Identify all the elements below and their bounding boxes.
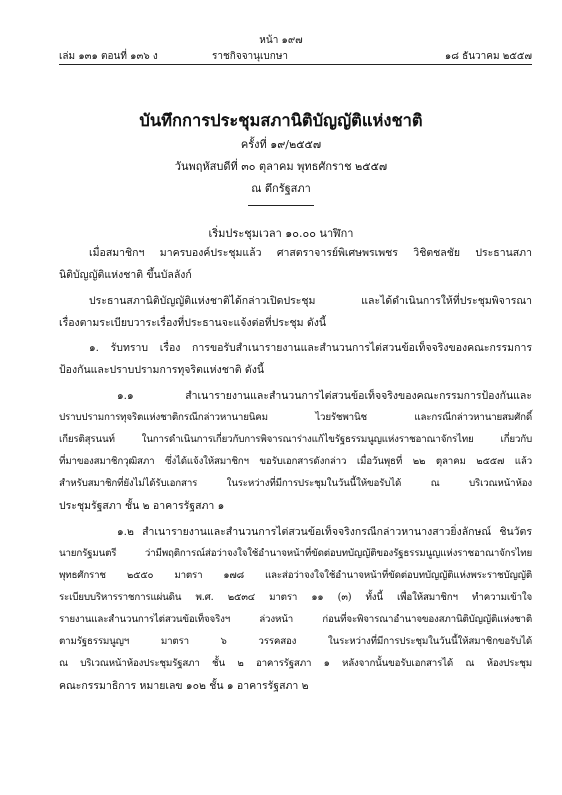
page-number: หน้า ๑๙๗ — [259, 35, 303, 46]
paragraph-line: สำหรับสมาชิกที่ยังไม่ได้รับเอกสาร ในระหว่างที่มีการประชุมในวันนี้ให้ขอรับได้ ณ บริเวณหน้าห้อง — [59, 478, 532, 489]
paragraph-line: ประชุมรัฐสภา ชั้น ๒ อาคารรัฐสภา ๑ — [59, 500, 225, 512]
paragraph-line: รายงานและสำนวนการไต่สวนข้อเท็จจริงฯ ล่วงหน้า ก่อนที่จะพิจารณาอำนาจของสภานิติบัญญัติแห่งชาติ — [59, 614, 532, 625]
header-publication: ราชกิจจานุเบกษา — [212, 51, 289, 62]
paragraph-line: ประธานสภานิติบัญญัติแห่งชาติได้กล่าวเปิดประชุม และได้ดำเนินการให้ที่ประชุมพิจารณา — [89, 295, 532, 307]
paragraph-line: ณ บริเวณหน้าห้องประชุมรัฐสภา ชั้น ๒ อาคารรัฐสภา ๑ หลังจากนั้นขอรับเอกสารได้ ณ ห้องประชุม — [59, 658, 532, 669]
header-volume-issue: เล่ม ๑๓๑ ตอนที่ ๑๓๖ ง — [59, 51, 158, 62]
paragraph-line: เมื่อสมาชิกฯ มาครบองค์ประชุมแล้ว ศาสตราจารย์พิเศษพรเพชร วิชิตชลชัย ประธานสภา — [89, 247, 532, 259]
paragraph-line: ตามรัฐธรรมนูญฯ มาตรา ๖ วรรคสอง ในระหว่างที่มีการประชุมในวันนี้ให้สมาชิกขอรับได้ — [59, 636, 532, 647]
start-time: เริ่มประชุมเวลา ๑๐.๐๐ นาฬิกา — [208, 227, 354, 240]
gazette-header — [59, 49, 532, 63]
paragraph-line: ป้องกันและปราบปรามการทุจริตแห่งชาติ ดังนี้ — [59, 364, 265, 376]
header-divider — [59, 64, 532, 65]
doc-session: ครั้งที่ ๑๙/๒๕๕๗ — [240, 138, 322, 151]
paragraph-line: นิติบัญญัติแห่งชาติ ขึ้นบัลลังก์ — [59, 269, 192, 281]
paragraph-line: ปราบปรามการทุจริตแห่งชาติกรณีกล่าวหานายนิคม ไวยรัชพานิช และกรณีกล่าวหานายสมศักดิ์ — [59, 412, 532, 423]
paragraph-line: เรื่องตามระเบียบวาระเรื่องที่ประธานจะแจ้งต่อที่ประชุม ดังนี้ — [59, 317, 327, 329]
paragraph-line: ๑.๑ สำเนารายงานและสำนวนการไต่สวนข้อเท็จจริงของคณะกรรมการป้องกันและ — [117, 390, 532, 402]
doc-title: บันทึกการประชุมสภานิติบัญญัติแห่งชาติ — [139, 111, 423, 130]
header-date: ๑๘ ธันวาคม ๒๕๕๗ — [444, 51, 532, 62]
paragraph-line: พุทธศักราช ๒๕๕๐ มาตรา ๑๗๘ และส่อว่าจงใจใช้อำนาจหน้าที่ขัดต่อบทบัญญัติแห่งพระราชบัญญัติ — [59, 570, 532, 581]
paragraph-line: ๑.๒ สำเนารายงานและสำนวนการไต่สวนข้อเท็จจริงกรณีกล่าวหานางสาวยิ่งลักษณ์ ชินวัตร — [117, 526, 532, 538]
title-rule — [248, 205, 314, 206]
paragraph-line: ที่มาของสมาชิกวุฒิสภา ซึ่งได้แจ้งให้สมาชิกฯ ขอรับเอกสารดังกล่าว เมื่อวันพุธที่ ๒๒ ตุลาคม ๒๕๕๗ แล้ว — [59, 456, 532, 467]
paragraph-line: คณะกรรมาธิการ หมายเลข ๑๐๒ ชั้น ๑ อาคารรัฐสภา ๒ — [59, 680, 309, 692]
doc-place: ณ ตึกรัฐสภา — [251, 182, 311, 195]
paragraph-line: ระเบียบบริหารราชการแผ่นดิน พ.ศ. ๒๕๓๔ มาตรา ๑๑ (๓) ทั้งนี้ เพื่อให้สมาชิกฯ ทำความเข้าใจ — [59, 592, 532, 603]
paragraph-line: เกียรติสุรนนท์ ในการดำเนินการเกี่ยวกับการพิจารณาร่างแก้ไขรัฐธรรมนูญแห่งราชอาณาจักรไทย เกี่ยวกับ — [59, 434, 532, 445]
paragraph-line: ๑. รับทราบ เรื่อง การขอรับสำเนารายงานและสำนวนการไต่สวนข้อเท็จจริงของคณะกรรมการ — [89, 342, 532, 354]
doc-date: วันพฤหัสบดีที่ ๓๐ ตุลาคม พุทธศักราช ๒๕๕๗ — [174, 160, 388, 173]
paragraph-line: นายกรัฐมนตรี ว่ามีพฤติการณ์ส่อว่าจงใจใช้อำนาจหน้าที่ขัดต่อบทบัญญัติของรัฐธรรมนูญแห่งราชอาณาจักรไทย — [59, 548, 532, 559]
